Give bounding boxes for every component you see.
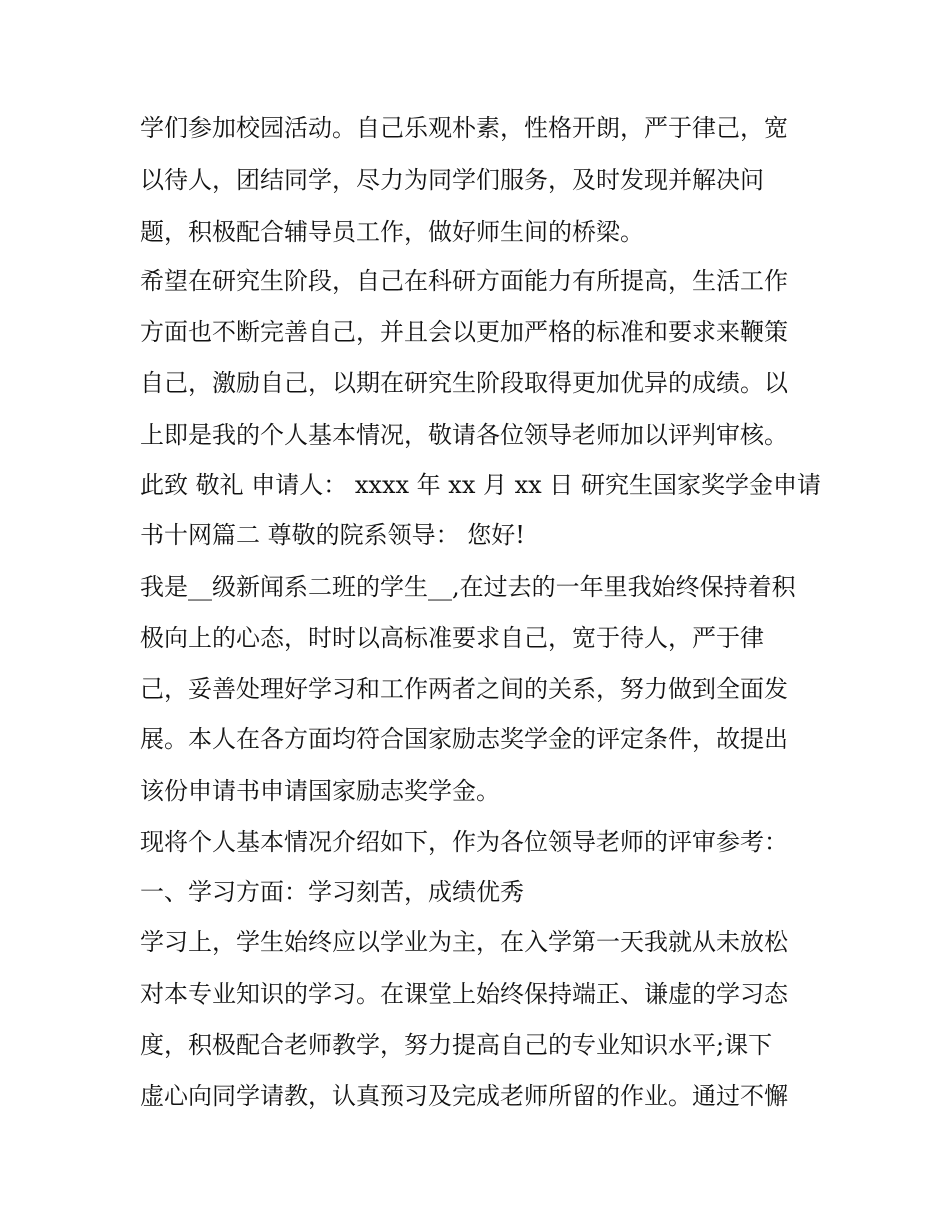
text-line: 此致 敬礼 申请人： xxxx 年 xx 月 xx 日 研究生国家奖学金申请 — [140, 471, 821, 499]
text-line: 上即是我的个人基本情况，敬请各位领导老师加以评判审核。 — [140, 421, 788, 449]
text-line: 极向上的心态，时时以高标准要求自己，宽于待人，严于律 — [140, 624, 764, 652]
text-line: 该份申请书申请国家励志奖学金。 — [140, 777, 500, 805]
text-line: 学习上，学生始终应以学业为主，在入学第一天我就从未放松 — [140, 928, 788, 956]
text-line: 展。本人在各方面均符合国家励志奖学金的评定条件，故提出 — [140, 725, 788, 753]
text-line: 我是__级新闻系二班的学生__,在过去的一年里我始终保持着积 — [140, 573, 796, 601]
text-line: 现将个人基本情况介绍如下，作为各位领导老师的评审参考： — [140, 828, 788, 856]
text-line: 方面也不断完善自己，并且会以更加严格的标准和要求来鞭策 — [140, 318, 788, 346]
text-line: 度，积极配合老师教学，努力提高自己的专业知识水平;课下 — [140, 1031, 773, 1059]
text-line: 书十网篇二 尊敬的院系领导： 您好! — [140, 521, 525, 549]
text-line: 对本专业知识的学习。在课堂上始终保持端正、谦虚的学习态 — [140, 980, 788, 1008]
text-line: 题，积极配合辅导员工作，做好师生间的桥梁。 — [140, 218, 644, 246]
text-line: 以待人，团结同学，尽力为同学们服务，及时发现并解决问 — [140, 166, 764, 194]
section-heading: 一、学习方面：学习刻苦，成绩优秀 — [140, 878, 524, 906]
text-line: 虚心向同学请教，认真预习及完成老师所留的作业。通过不懈 — [140, 1082, 788, 1110]
text-line: 己，妥善处理好学习和工作两者之间的关系，努力做到全面发 — [140, 675, 788, 703]
text-line: 学们参加校园活动。自己乐观朴素，性格开朗，严于律己，宽 — [140, 114, 788, 142]
text-line: 自己，激励自己，以期在研究生阶段取得更加优异的成绩。以 — [140, 369, 788, 397]
text-line: 希望在研究生阶段，自己在科研方面能力有所提高，生活工作 — [140, 267, 788, 295]
